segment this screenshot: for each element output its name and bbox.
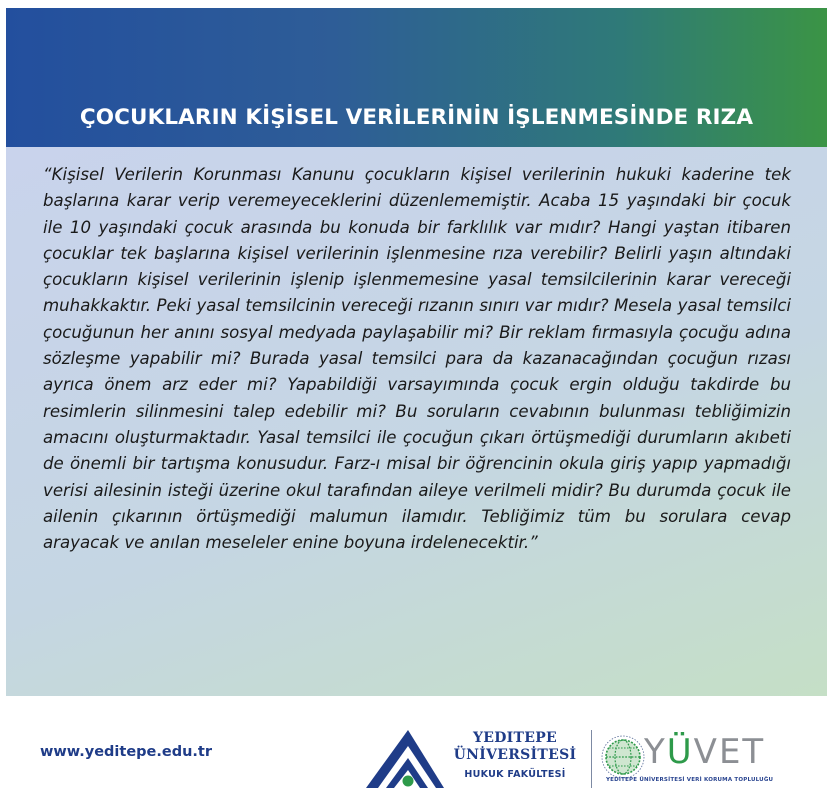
- yuvet-letter-t: T: [742, 732, 766, 772]
- top-strip: [0, 0, 827, 8]
- website-link[interactable]: www.yeditepe.edu.tr: [40, 744, 213, 760]
- yeditepe-university-logo: [364, 726, 584, 790]
- page-title: ÇOCUKLARIN KİŞİSEL VERİLERİNİN İŞLENMESİNDE RIZA: [79, 105, 754, 130]
- yuvet-logo: [600, 732, 820, 792]
- yeditepe-wordmark: [450, 730, 580, 780]
- faculty-name: HUKUK FAKÜLTESİ: [464, 769, 566, 780]
- yuvet-letter-u: Ü: [666, 732, 694, 772]
- title-banner: [6, 8, 827, 147]
- globe-icon: [600, 734, 646, 780]
- yuvet-letter-e: E: [718, 732, 743, 772]
- university-name-line2: ÜNİVERSİTESİ: [453, 747, 577, 763]
- yuvet-wordmark: [644, 732, 765, 772]
- yeditepe-triangle-icon: [364, 726, 446, 790]
- yuvet-subtitle: YEDİTEPE ÜNİVERSİTESİ VERİ KORUMA TOPLULUĞU: [606, 777, 774, 783]
- university-name-line1: YEDITEPE: [472, 730, 558, 746]
- yuvet-letter-v: V: [693, 732, 719, 772]
- quote-text: “Kişisel Verilerin Korunması Kanunu çocukların kişisel verilerinin hukuki kaderine tek başlarına karar verip veremeyeceklerini düzenlememiştir. Acaba 15 yaşındaki bir çocuk ile 10 yaşındaki çocuk arasında bu konuda bir farklılık var mıdır? Hangi yaştan itibaren çocuklar tek başlarına kişisel verilerinin işlenmesine rıza verebilir? Belirli yaşın altındaki çocukların kişisel verilerinin işlenip işlenmemesine yasal temsilcilerinin karar vereceği muhakkaktır. Peki yasal temsilcinin vereceği rızanın sınırı var mıdır? Mesela yasal temsilci çocuğunun her anını sosyal medyada paylaşabilir mi? Bir reklam fırmasıyla çocuğu adına sözleşme yapabilir mi? Burada yasal temsilci para da kazanacağından çocuğun rızası ayrıca önem arz eder mi? Yapabildiği varsayımında çocuk ergin olduğu takdirde bu resimlerin silinmesini talep edebilir mi? Bu soruların cevabının bulunması tebliğimizin amacını oluşturmaktadır. Yasal temsilci ile çocuğun çıkarı örtüşmediği durumların akıbeti de önemli bir tartışma konusudur. Farz-ı misal bir öğrencinin okula giriş yapıp yapmadığı verisi ailesinin isteği üzerine okul tarafından aileye verilmeli midir? Bu durumda çocuk ile ailenin çıkarının örtüşmediği malumun ilamıdır. Tebliğimiz tüm bu sorulara cevap arayacak ve anılan meseleler enine boyuna irdelenecektir.”: [43, 165, 791, 553]
- footer: [0, 696, 827, 805]
- content-panel: [6, 147, 827, 696]
- yuvet-letter-y: Y: [644, 732, 667, 772]
- logo-divider: [591, 730, 592, 788]
